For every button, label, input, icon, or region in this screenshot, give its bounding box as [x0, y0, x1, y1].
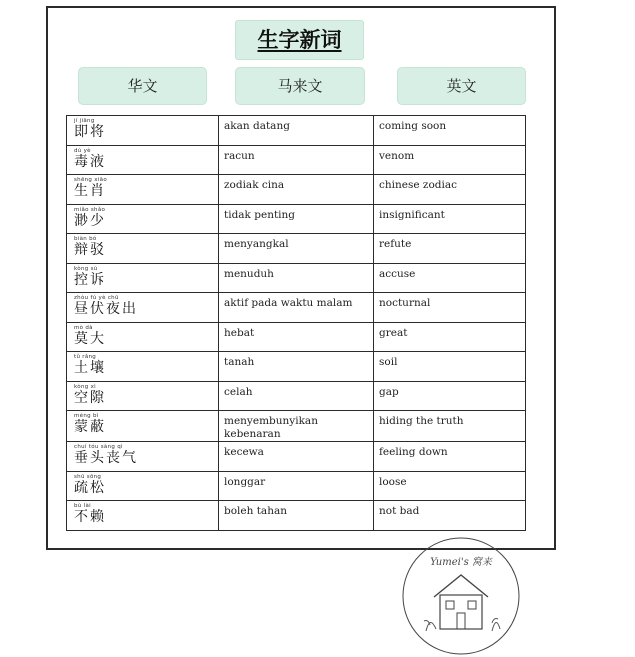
pinyin-text: bù lài: [74, 503, 91, 509]
english-cell: [374, 442, 526, 472]
table-row: [67, 381, 526, 411]
english-cell: [374, 234, 526, 264]
malay-text: zodiak cina: [224, 179, 285, 191]
malay-cell: [219, 293, 374, 323]
english-text: loose: [379, 475, 407, 488]
hanzi-text: 空隙: [74, 389, 106, 406]
hanzi-text: 控诉: [74, 271, 106, 288]
header-chinese: 华文: [78, 67, 207, 105]
english-cell: [374, 501, 526, 531]
chinese-cell: [67, 263, 219, 293]
chinese-cell: [67, 411, 219, 442]
english-text: not bad: [379, 505, 420, 517]
hanzi-text: 不赖: [74, 509, 106, 525]
chinese-cell: [67, 234, 219, 264]
english-cell: [374, 116, 526, 146]
chinese-cell: [67, 293, 219, 323]
hanzi-text: 疏松: [74, 479, 106, 496]
chinese-cell: [67, 471, 219, 501]
watermark-logo: [400, 535, 522, 657]
malay-text: boleh tahan: [224, 505, 287, 517]
table-row: [67, 352, 526, 382]
hanzi-text: 蒙蔽: [74, 419, 106, 435]
chinese-cell: [67, 442, 219, 472]
english-text: insignificant: [379, 208, 445, 221]
pinyin-text: méng bì: [74, 413, 99, 419]
table-row: [67, 471, 526, 501]
hanzi-text: 生肖: [74, 183, 106, 199]
pinyin-text: tǔ rǎng: [74, 354, 97, 360]
malay-cell: [219, 322, 374, 352]
pinyin-text: chuí tóu sàng qì: [74, 444, 123, 450]
chinese-cell: [67, 322, 219, 352]
header-malay: 马来文: [235, 67, 365, 105]
malay-text: longgar: [224, 475, 266, 488]
malay-cell: [219, 263, 374, 293]
malay-text: tanah: [224, 356, 255, 368]
english-cell: [374, 352, 526, 382]
hanzi-text: 土壤: [74, 360, 106, 376]
table-row: [67, 204, 526, 234]
hanzi-text: 辩驳: [74, 242, 106, 258]
hanzi-text: 垂头丧气: [74, 450, 138, 466]
malay-cell: [219, 471, 374, 501]
pinyin-text: dú yè: [74, 147, 91, 154]
english-text: venom: [379, 149, 415, 162]
pinyin-text: miǎo shǎo: [74, 206, 106, 213]
hanzi-text: 莫大: [74, 330, 106, 347]
english-cell: [374, 204, 526, 234]
watermark-text: Yumei's 窝来: [430, 557, 492, 568]
pinyin-text: kòng xì: [74, 383, 96, 390]
english-cell: [374, 263, 526, 293]
english-cell: [374, 322, 526, 352]
malay-cell: [219, 204, 374, 234]
english-text: gap: [379, 385, 399, 398]
english-text: chinese zodiac: [379, 179, 457, 191]
malay-cell: [219, 234, 374, 264]
header-english: 英文: [397, 67, 526, 105]
chinese-cell: [67, 116, 219, 146]
malay-cell: [219, 442, 374, 472]
english-text: refute: [379, 238, 412, 250]
table-row: [67, 322, 526, 352]
english-cell: [374, 145, 526, 175]
malay-cell: [219, 381, 374, 411]
malay-text: akan datang: [224, 120, 290, 132]
malay-text: hebat: [224, 326, 255, 339]
english-cell: [374, 381, 526, 411]
hanzi-text: 毒液: [74, 153, 106, 170]
page-title: 生字新词: [235, 20, 364, 60]
chinese-cell: [67, 204, 219, 234]
table-row: [67, 175, 526, 205]
table-row: [67, 442, 526, 472]
english-cell: [374, 175, 526, 205]
table-row: [67, 263, 526, 293]
english-text: coming soon: [379, 120, 447, 132]
chinese-cell: [67, 175, 219, 205]
english-text: accuse: [379, 267, 416, 280]
malay-text: kecewa: [224, 446, 264, 458]
english-cell: [374, 471, 526, 501]
malay-text: racun: [224, 149, 255, 162]
malay-text: celah: [224, 385, 253, 398]
malay-cell: [219, 116, 374, 146]
pinyin-text: zhòu fú yè chū: [74, 295, 119, 301]
table-row: [67, 116, 526, 146]
table-row: [67, 234, 526, 264]
english-text: hiding the truth: [379, 415, 464, 427]
chinese-cell: [67, 381, 219, 411]
malay-cell: [219, 411, 374, 442]
english-cell: [374, 411, 526, 442]
table-row: [67, 293, 526, 323]
vocab-table: [66, 115, 526, 531]
malay-text: menyembunyikan kebenaran: [224, 415, 318, 440]
chinese-cell: [67, 145, 219, 175]
english-text: great: [379, 326, 408, 339]
english-cell: [374, 293, 526, 323]
worksheet: [46, 6, 556, 550]
malay-cell: [219, 145, 374, 175]
pinyin-text: biàn bó: [74, 236, 97, 242]
pinyin-text: jí jiāng: [74, 118, 95, 124]
malay-cell: [219, 352, 374, 382]
english-text: feeling down: [379, 446, 448, 458]
malay-text: aktif pada waktu malam: [224, 297, 353, 309]
hanzi-text: 昼伏夜出: [74, 301, 138, 317]
chinese-cell: [67, 501, 219, 531]
english-text: soil: [379, 356, 398, 368]
malay-text: tidak penting: [224, 208, 296, 221]
table-row: [67, 145, 526, 175]
malay-cell: [219, 501, 374, 531]
malay-cell: [219, 175, 374, 205]
table-row: [67, 501, 526, 531]
chinese-cell: [67, 352, 219, 382]
malay-text: menyangkal: [224, 238, 289, 250]
pinyin-text: mò dà: [74, 324, 93, 331]
table-row: [67, 411, 526, 442]
english-text: nocturnal: [379, 297, 431, 309]
hanzi-text: 渺少: [74, 212, 106, 229]
malay-text: menuduh: [224, 267, 274, 280]
pinyin-text: shū sōng: [74, 473, 102, 480]
pinyin-text: kòng sù: [74, 265, 98, 272]
hanzi-text: 即将: [74, 124, 106, 140]
pinyin-text: shēng xiāo: [74, 177, 107, 183]
